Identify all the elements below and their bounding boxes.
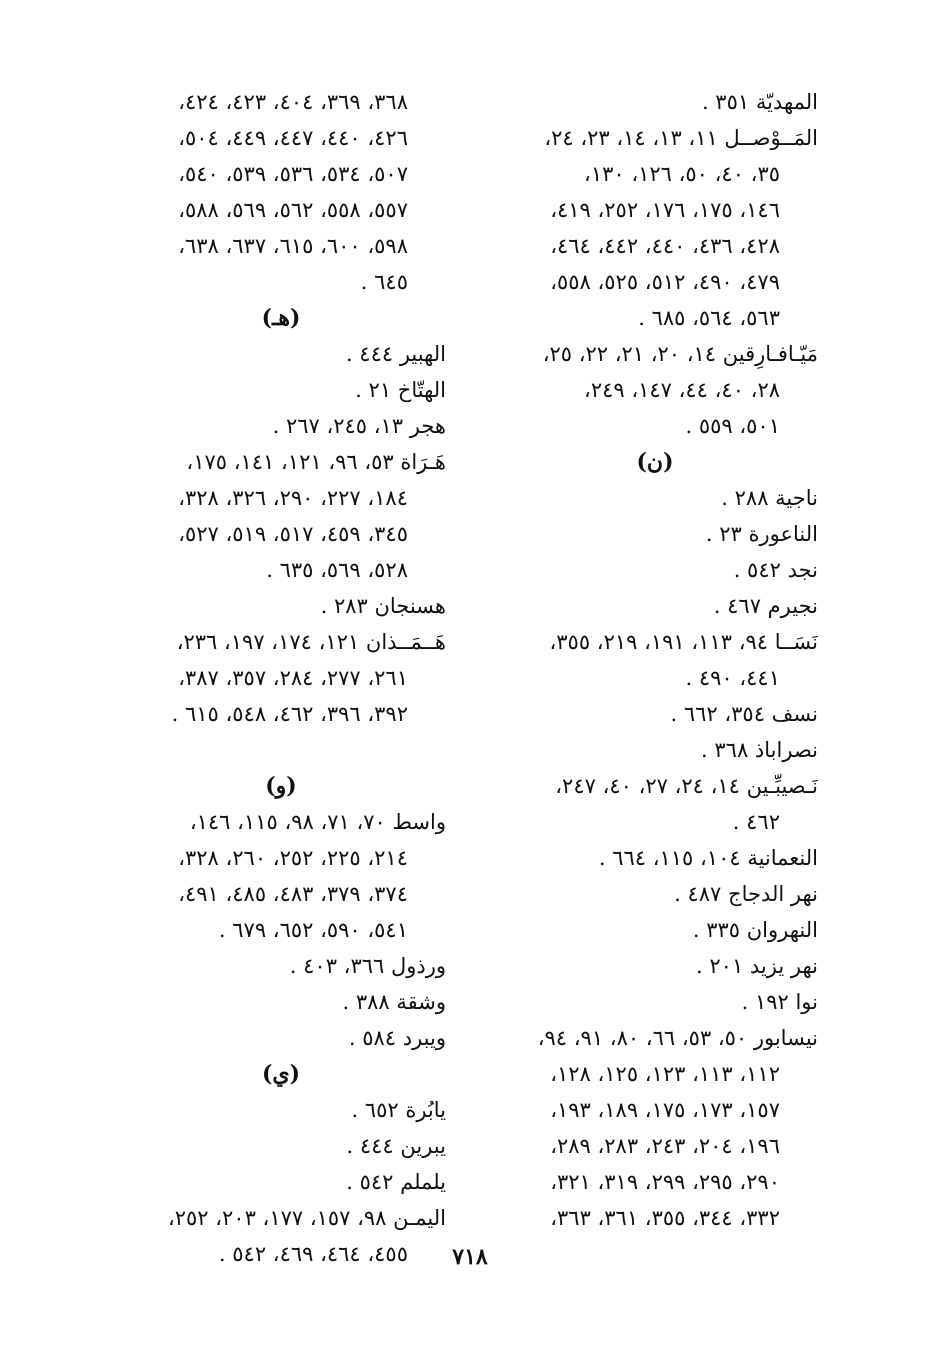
letter-heading: (هـ): [261, 305, 301, 331]
index-entry: ويبرد ٥٨٤ .: [348, 1026, 446, 1050]
index-entry-continuation: ٤٧٩، ٤٩٠، ٥١٢، ٥٢٥، ٥٥٨،: [550, 270, 780, 294]
index-entry: ورذول ٣٦٦، ٤٠٣ .: [289, 954, 446, 978]
index-entry-continuation: ١٨٤، ٢٢٧، ٢٩٠، ٣٢٦، ٣٢٨،: [178, 486, 408, 510]
index-entry: المَــوْصــل ١١، ١٣، ١٤، ٢٣، ٢٤،: [544, 126, 818, 150]
index-entry: هسنجان ٢٨٣ .: [320, 594, 446, 618]
index-entry: الهبير ٤٤٤ .: [345, 342, 446, 366]
index-entry-continuation: ٣٥، ٤٠، ٥٠، ١٢٦، ١٣٠،: [584, 162, 780, 186]
index-entry-continuation: ٣٩٢، ٣٩٦، ٤٦٢، ٥٤٨، ٦١٥ .: [171, 702, 408, 726]
index-entry: يبرين ٤٤٤ .: [346, 1134, 446, 1158]
index-entry: نهر يزيد ٢٠١ .: [696, 954, 818, 978]
index-entry-continuation: ٤٢٦، ٤٤٠، ٤٤٧، ٤٤٩، ٥٠٤،: [178, 126, 408, 150]
index-entry-continuation: ٣٤٥، ٤٥٩، ٥١٧، ٥١٩، ٥٢٧،: [178, 522, 408, 546]
page-number: ٧١٨: [452, 1244, 488, 1270]
index-column-left: [116, 84, 446, 1272]
index-entry: اليمـن ٩٨، ١٥٧، ١٧٧، ٢٠٣، ٢٥٢،: [167, 1206, 446, 1230]
index-entry: نوا ١٩٢ .: [741, 990, 818, 1014]
index-entry: نجد ٥٤٢ .: [733, 558, 818, 582]
letter-heading: (و): [265, 773, 297, 799]
index-entry-continuation: ٢٨، ٤٠، ٤٤، ١٤٧، ٢٤٩،: [584, 378, 780, 402]
index-entry: الناعورة ٢٣ .: [705, 522, 818, 546]
index-entry-continuation: ٦٤٥ .: [360, 270, 408, 294]
letter-heading: (ي): [261, 1061, 301, 1087]
index-entry-continuation: ٣٦٨، ٣٦٩، ٤٠٤، ٤٢٣، ٤٢٤،: [178, 90, 408, 114]
index-entry: نصراباذ ٣٦٨ .: [701, 738, 818, 762]
index-entry-continuation: ٥٢٨، ٥٦٩، ٦٣٥ .: [266, 558, 408, 582]
index-entry: الهتّاخ ٢١ .: [355, 378, 446, 402]
index-entry-continuation: ٥٦٣، ٥٦٤، ٦٨٥ .: [638, 306, 780, 330]
index-entry: المهديّة ٣٥١ .: [701, 90, 818, 114]
index-entry: النعمانية ١٠٤، ١١٥، ٦٦٤ .: [598, 846, 818, 870]
index-entry: وشقة ٣٨٨ .: [342, 990, 446, 1014]
index-entry: مَيّـافـارِقين ١٤، ٢٠، ٢١، ٢٢، ٢٥،: [542, 342, 818, 366]
index-entry-continuation: ٥٤١، ٥٩٠، ٦٥٢، ٦٧٩ .: [218, 918, 408, 942]
index-entry-continuation: ٣٣٢، ٣٤٤، ٣٥٥، ٣٦١، ٣٦٣،: [550, 1206, 780, 1230]
index-entry: يلملم ٥٤٢ .: [346, 1170, 446, 1194]
index-entry: نيسابور ٥٠، ٥٣، ٦٦، ٨٠، ٩١، ٩٤،: [537, 1026, 818, 1050]
index-entry-continuation: ٤٥٥، ٤٦٤، ٤٦٩، ٥٤٢ .: [218, 1242, 408, 1266]
index-entry: هجر ١٣، ٢٤٥، ٢٦٧ .: [272, 414, 446, 438]
index-entry: نجيرم ٤٦٧ .: [713, 594, 818, 618]
index-entry-continuation: ٥٥٧، ٥٥٨، ٥٦٢، ٥٦٩، ٥٨٨،: [178, 198, 408, 222]
index-entry-continuation: ٢١٤، ٢٢٥، ٢٥٢، ٢٦٠، ٣٢٨،: [178, 846, 408, 870]
index-column-right: [492, 84, 818, 1236]
index-entry: نسف ٣٥٤، ٦٦٢ .: [670, 702, 818, 726]
letter-heading: (ن): [636, 449, 674, 475]
index-entry: هَــمَــذان ١٢١، ١٧٤، ١٩٧، ٢٣٦،: [176, 630, 446, 654]
index-entry-continuation: ٤٤١، ٤٩٠ .: [685, 666, 780, 690]
blank-line: [116, 732, 446, 768]
index-entry: يابُرة ٦٥٢ .: [351, 1098, 446, 1122]
index-entry: النهروان ٣٣٥ .: [692, 918, 818, 942]
index-entry: هَـرَاة ٥٣، ٩٦، ١٢١، ١٤١، ١٧٥،: [186, 450, 446, 474]
index-entry: ناجية ٢٨٨ .: [721, 486, 818, 510]
index-entry-continuation: ٢٩٠، ٢٩٥، ٢٩٩، ٣١٩، ٣٢١،: [550, 1170, 780, 1194]
index-entry-continuation: ١٤٦، ١٧٥، ١٧٦، ٢٥٢، ٤١٩،: [550, 198, 780, 222]
index-entry-continuation: ١١٢، ١١٣، ١٢٣، ١٢٥، ١٢٨،: [550, 1062, 780, 1086]
index-entry-continuation: ٣٧٤، ٣٧٩، ٤٨٣، ٤٨٥، ٤٩١،: [178, 882, 408, 906]
index-entry-continuation: ١٥٧، ١٧٣، ١٧٥، ١٨٩، ١٩٣،: [550, 1098, 780, 1122]
index-entry-continuation: ١٩٦، ٢٠٤، ٢٤٣، ٢٨٣، ٢٨٩،: [550, 1134, 780, 1158]
index-entry: نَسَــا ٩٤، ١١٣، ١٩١، ٢١٩، ٣٥٥،: [549, 630, 818, 654]
index-entry-continuation: ٢٦١، ٢٧٧، ٢٨٤، ٣٥٧، ٣٨٧،: [178, 666, 408, 690]
index-entry: واسط ٧٠، ٧١، ٩٨، ١١٥، ١٤٦،: [189, 810, 446, 834]
index-entry-continuation: ٥٠٧، ٥٣٤، ٥٣٦، ٥٣٩، ٥٤٠،: [178, 162, 408, 186]
index-entry-continuation: ٤٦٢ .: [732, 810, 780, 834]
index-entry: نَـصيبِّـين ١٤، ٢٤، ٢٧، ٤٠، ٢٤٧،: [555, 774, 818, 798]
index-entry-continuation: ٤٢٨، ٤٣٦، ٤٤٠، ٤٤٢، ٤٦٤،: [550, 234, 780, 258]
index-entry: نهر الدجاج ٤٨٧ .: [674, 882, 818, 906]
index-entry-continuation: ٥٠١، ٥٥٩ .: [685, 414, 780, 438]
index-entry-continuation: ٥٩٨، ٦٠٠، ٦١٥، ٦٣٧، ٦٣٨،: [178, 234, 408, 258]
